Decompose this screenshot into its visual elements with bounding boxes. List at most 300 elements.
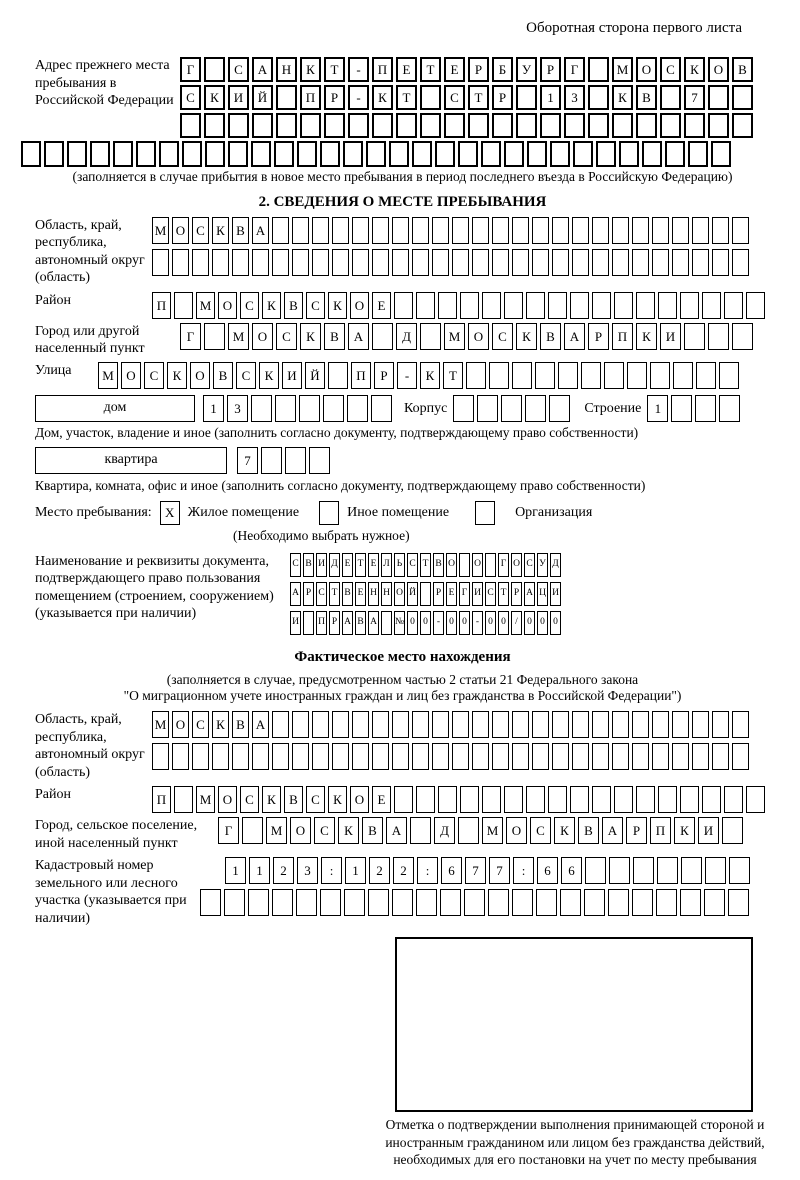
char-cell[interactable] (632, 889, 653, 916)
prev-address-grid-row-3[interactable] (180, 113, 753, 138)
char-cell[interactable] (540, 113, 561, 138)
char-cell[interactable]: Ь (394, 553, 405, 577)
char-cell[interactable] (612, 711, 629, 738)
char-cell[interactable]: О (190, 362, 210, 389)
char-cell[interactable]: Г (459, 582, 470, 606)
char-cell[interactable]: Р (626, 817, 647, 844)
char-cell[interactable]: В (342, 582, 353, 606)
char-cell[interactable] (392, 889, 413, 916)
char-cell[interactable] (657, 857, 678, 884)
char-cell[interactable] (252, 743, 269, 770)
char-cell[interactable] (660, 113, 681, 138)
char-cell[interactable]: О (290, 817, 311, 844)
char-cell[interactable] (592, 292, 611, 319)
char-cell[interactable] (656, 889, 677, 916)
char-cell[interactable] (636, 292, 655, 319)
char-cell[interactable]: Г (218, 817, 239, 844)
char-cell[interactable] (352, 743, 369, 770)
char-cell[interactable] (200, 889, 221, 916)
char-cell[interactable] (512, 217, 529, 244)
char-cell[interactable] (692, 711, 709, 738)
char-cell[interactable]: В (324, 323, 345, 350)
char-cell[interactable]: Д (329, 553, 340, 577)
char-cell[interactable] (632, 743, 649, 770)
char-cell[interactable] (672, 217, 689, 244)
char-cell[interactable]: Р (492, 85, 513, 110)
char-cell[interactable] (472, 711, 489, 738)
char-cell[interactable] (343, 141, 363, 167)
prev-address-grid-row-4[interactable] (21, 141, 770, 167)
char-cell[interactable] (468, 113, 489, 138)
char-cell[interactable] (585, 857, 606, 884)
char-cell[interactable]: А (348, 323, 369, 350)
char-cell[interactable]: Р (468, 57, 489, 82)
char-cell[interactable]: С (290, 553, 301, 577)
char-cell[interactable] (323, 395, 344, 422)
char-cell[interactable] (652, 217, 669, 244)
char-cell[interactable] (392, 711, 409, 738)
char-cell[interactable] (581, 362, 601, 389)
char-cell[interactable]: Т (324, 57, 345, 82)
char-cell[interactable] (464, 889, 485, 916)
char-cell[interactable] (412, 141, 432, 167)
char-cell[interactable]: Е (372, 786, 391, 813)
char-cell[interactable] (680, 786, 699, 813)
stroenie-grid[interactable] (647, 395, 740, 422)
char-cell[interactable]: А (386, 817, 407, 844)
char-cell[interactable] (526, 786, 545, 813)
char-cell[interactable] (332, 217, 349, 244)
char-cell[interactable] (261, 447, 282, 474)
char-cell[interactable]: И (228, 85, 249, 110)
char-cell[interactable] (633, 857, 654, 884)
document-grid-row-2[interactable] (290, 582, 561, 606)
char-cell[interactable] (492, 113, 513, 138)
checkbox-inoe[interactable] (319, 501, 339, 525)
char-cell[interactable]: Б (492, 57, 513, 82)
korpus-grid[interactable] (453, 395, 570, 422)
char-cell[interactable] (172, 743, 189, 770)
char-cell[interactable]: М (196, 292, 215, 319)
char-cell[interactable] (572, 217, 589, 244)
char-cell[interactable]: О (394, 582, 405, 606)
char-cell[interactable]: И (472, 582, 483, 606)
char-cell[interactable] (681, 857, 702, 884)
char-cell[interactable]: О (350, 786, 369, 813)
char-cell[interactable]: Р (374, 362, 394, 389)
char-cell[interactable]: Е (342, 553, 353, 577)
char-cell[interactable] (432, 711, 449, 738)
char-cell[interactable] (394, 292, 413, 319)
char-cell[interactable]: - (348, 85, 369, 110)
char-cell[interactable]: К (612, 85, 633, 110)
char-cell[interactable]: Т (396, 85, 417, 110)
char-cell[interactable] (228, 113, 249, 138)
char-cell[interactable] (492, 743, 509, 770)
char-cell[interactable] (504, 292, 523, 319)
char-cell[interactable]: - (472, 611, 483, 635)
char-cell[interactable]: К (420, 362, 440, 389)
char-cell[interactable]: А (252, 57, 273, 82)
char-cell[interactable] (552, 249, 569, 276)
char-cell[interactable] (532, 217, 549, 244)
char-cell[interactable] (732, 743, 749, 770)
char-cell[interactable] (552, 711, 569, 738)
kvartira-grid[interactable] (237, 447, 330, 474)
document-grid-row-1[interactable] (290, 553, 561, 577)
char-cell[interactable] (438, 786, 457, 813)
char-cell[interactable]: М (444, 323, 465, 350)
char-cell[interactable] (420, 113, 441, 138)
char-cell[interactable] (732, 85, 753, 110)
char-cell[interactable] (205, 141, 225, 167)
char-cell[interactable] (296, 889, 317, 916)
char-cell[interactable]: О (350, 292, 369, 319)
char-cell[interactable] (372, 217, 389, 244)
char-cell[interactable]: И (290, 611, 301, 635)
char-cell[interactable]: О (218, 292, 237, 319)
char-cell[interactable] (232, 743, 249, 770)
char-cell[interactable]: К (262, 292, 281, 319)
char-cell[interactable] (711, 141, 731, 167)
char-cell[interactable] (604, 362, 624, 389)
char-cell[interactable] (252, 249, 269, 276)
char-cell[interactable] (572, 743, 589, 770)
char-cell[interactable] (332, 743, 349, 770)
char-cell[interactable]: Е (396, 57, 417, 82)
checkbox-organizatsiya[interactable] (475, 501, 495, 525)
char-cell[interactable] (458, 141, 478, 167)
char-cell[interactable]: Р (540, 57, 561, 82)
char-cell[interactable] (632, 217, 649, 244)
char-cell[interactable] (204, 57, 225, 82)
char-cell[interactable] (300, 113, 321, 138)
char-cell[interactable]: К (167, 362, 187, 389)
char-cell[interactable] (192, 743, 209, 770)
char-cell[interactable] (324, 113, 345, 138)
char-cell[interactable]: М (98, 362, 118, 389)
char-cell[interactable] (560, 889, 581, 916)
char-cell[interactable] (452, 217, 469, 244)
char-cell[interactable]: 1 (540, 85, 561, 110)
char-cell[interactable] (352, 217, 369, 244)
char-cell[interactable]: О (708, 57, 729, 82)
char-cell[interactable] (573, 141, 593, 167)
char-cell[interactable] (272, 217, 289, 244)
char-cell[interactable]: : (513, 857, 534, 884)
char-cell[interactable] (192, 249, 209, 276)
char-cell[interactable]: С (407, 553, 418, 577)
char-cell[interactable]: В (732, 57, 753, 82)
char-cell[interactable] (459, 553, 470, 577)
char-cell[interactable] (159, 141, 179, 167)
char-cell[interactable] (348, 113, 369, 138)
char-cell[interactable] (242, 817, 263, 844)
char-cell[interactable]: Р (588, 323, 609, 350)
char-cell[interactable]: Е (444, 57, 465, 82)
char-cell[interactable]: П (351, 362, 371, 389)
char-cell[interactable]: К (328, 786, 347, 813)
char-cell[interactable] (453, 395, 474, 422)
char-cell[interactable] (272, 711, 289, 738)
char-cell[interactable] (389, 141, 409, 167)
char-cell[interactable]: А (524, 582, 535, 606)
char-cell[interactable] (21, 141, 41, 167)
char-cell[interactable]: 3 (227, 395, 248, 422)
char-cell[interactable] (172, 249, 189, 276)
char-cell[interactable] (292, 249, 309, 276)
char-cell[interactable] (285, 447, 306, 474)
char-cell[interactable] (274, 141, 294, 167)
char-cell[interactable]: - (433, 611, 444, 635)
char-cell[interactable] (708, 323, 729, 350)
char-cell[interactable] (452, 249, 469, 276)
char-cell[interactable] (452, 743, 469, 770)
char-cell[interactable] (712, 217, 729, 244)
char-cell[interactable] (612, 249, 629, 276)
char-cell[interactable]: : (321, 857, 342, 884)
char-cell[interactable]: Н (381, 582, 392, 606)
char-cell[interactable]: / (511, 611, 522, 635)
char-cell[interactable] (612, 113, 633, 138)
char-cell[interactable]: Й (407, 582, 418, 606)
char-cell[interactable] (572, 249, 589, 276)
char-cell[interactable] (174, 786, 193, 813)
char-cell[interactable] (90, 141, 110, 167)
char-cell[interactable]: В (578, 817, 599, 844)
char-cell[interactable]: - (397, 362, 417, 389)
char-cell[interactable] (416, 786, 435, 813)
char-cell[interactable]: В (284, 292, 303, 319)
char-cell[interactable] (636, 113, 657, 138)
char-cell[interactable] (658, 786, 677, 813)
char-cell[interactable]: М (228, 323, 249, 350)
char-cell[interactable] (532, 711, 549, 738)
char-cell[interactable]: С (530, 817, 551, 844)
char-cell[interactable]: К (262, 786, 281, 813)
char-cell[interactable]: - (348, 57, 369, 82)
char-cell[interactable]: 7 (465, 857, 486, 884)
char-cell[interactable] (332, 249, 349, 276)
char-cell[interactable] (692, 217, 709, 244)
char-cell[interactable]: П (300, 85, 321, 110)
char-cell[interactable]: 0 (446, 611, 457, 635)
char-cell[interactable] (504, 141, 524, 167)
char-cell[interactable] (312, 217, 329, 244)
char-cell[interactable] (612, 217, 629, 244)
char-cell[interactable] (608, 889, 629, 916)
char-cell[interactable] (248, 889, 269, 916)
char-cell[interactable] (392, 249, 409, 276)
char-cell[interactable]: П (612, 323, 633, 350)
char-cell[interactable] (732, 249, 749, 276)
char-cell[interactable] (660, 85, 681, 110)
char-cell[interactable]: А (564, 323, 585, 350)
char-cell[interactable] (482, 292, 501, 319)
char-cell[interactable] (592, 711, 609, 738)
char-cell[interactable]: 7 (489, 857, 510, 884)
char-cell[interactable] (673, 362, 693, 389)
char-cell[interactable]: У (537, 553, 548, 577)
char-cell[interactable]: : (417, 857, 438, 884)
char-cell[interactable] (204, 323, 225, 350)
char-cell[interactable] (642, 141, 662, 167)
char-cell[interactable] (420, 85, 441, 110)
char-cell[interactable] (724, 292, 743, 319)
char-cell[interactable]: 0 (485, 611, 496, 635)
char-cell[interactable] (251, 395, 272, 422)
char-cell[interactable] (440, 889, 461, 916)
char-cell[interactable]: Р (303, 582, 314, 606)
char-cell[interactable]: П (372, 57, 393, 82)
char-cell[interactable] (352, 249, 369, 276)
char-cell[interactable] (174, 292, 193, 319)
char-cell[interactable] (732, 323, 753, 350)
char-cell[interactable]: А (342, 611, 353, 635)
char-cell[interactable] (44, 141, 64, 167)
char-cell[interactable]: В (540, 323, 561, 350)
char-cell[interactable] (232, 249, 249, 276)
char-cell[interactable] (552, 217, 569, 244)
char-cell[interactable]: Е (446, 582, 457, 606)
factual-gorod-grid[interactable] (218, 817, 743, 844)
char-cell[interactable]: И (550, 582, 561, 606)
char-cell[interactable]: 0 (524, 611, 535, 635)
char-cell[interactable]: Д (434, 817, 455, 844)
char-cell[interactable] (501, 395, 522, 422)
checkbox-zhiloe[interactable]: X (160, 501, 180, 525)
char-cell[interactable]: К (372, 85, 393, 110)
char-cell[interactable] (552, 743, 569, 770)
char-cell[interactable]: 2 (393, 857, 414, 884)
char-cell[interactable] (558, 362, 578, 389)
char-cell[interactable]: Д (396, 323, 417, 350)
char-cell[interactable]: Т (443, 362, 463, 389)
char-cell[interactable]: 6 (537, 857, 558, 884)
char-cell[interactable] (548, 786, 567, 813)
char-cell[interactable] (712, 743, 729, 770)
char-cell[interactable] (312, 711, 329, 738)
char-cell[interactable]: 0 (420, 611, 431, 635)
char-cell[interactable]: М (152, 711, 169, 738)
char-cell[interactable] (228, 141, 248, 167)
char-cell[interactable] (392, 743, 409, 770)
char-cell[interactable]: С (316, 582, 327, 606)
char-cell[interactable]: С (306, 292, 325, 319)
char-cell[interactable]: О (172, 217, 189, 244)
char-cell[interactable]: 0 (537, 611, 548, 635)
char-cell[interactable] (420, 323, 441, 350)
char-cell[interactable] (297, 141, 317, 167)
char-cell[interactable] (136, 141, 156, 167)
char-cell[interactable] (251, 141, 271, 167)
char-cell[interactable]: Н (368, 582, 379, 606)
char-cell[interactable]: И (282, 362, 302, 389)
char-cell[interactable]: М (612, 57, 633, 82)
char-cell[interactable] (396, 113, 417, 138)
char-cell[interactable] (432, 743, 449, 770)
char-cell[interactable]: У (516, 57, 537, 82)
char-cell[interactable]: 0 (407, 611, 418, 635)
char-cell[interactable] (632, 711, 649, 738)
char-cell[interactable]: 0 (550, 611, 561, 635)
char-cell[interactable] (536, 889, 557, 916)
char-cell[interactable]: С (524, 553, 535, 577)
char-cell[interactable]: 3 (297, 857, 318, 884)
char-cell[interactable] (344, 889, 365, 916)
char-cell[interactable] (372, 249, 389, 276)
char-cell[interactable] (492, 249, 509, 276)
char-cell[interactable] (512, 249, 529, 276)
char-cell[interactable] (512, 711, 529, 738)
char-cell[interactable] (381, 611, 392, 635)
char-cell[interactable] (672, 249, 689, 276)
char-cell[interactable] (152, 743, 169, 770)
char-cell[interactable]: О (636, 57, 657, 82)
char-cell[interactable]: В (433, 553, 444, 577)
char-cell[interactable]: П (650, 817, 671, 844)
char-cell[interactable] (722, 817, 743, 844)
char-cell[interactable] (466, 362, 486, 389)
char-cell[interactable] (592, 743, 609, 770)
char-cell[interactable]: О (472, 553, 483, 577)
char-cell[interactable] (724, 786, 743, 813)
char-cell[interactable] (512, 743, 529, 770)
char-cell[interactable] (535, 362, 555, 389)
char-cell[interactable]: 3 (564, 85, 585, 110)
char-cell[interactable] (632, 249, 649, 276)
char-cell[interactable] (492, 711, 509, 738)
char-cell[interactable] (320, 141, 340, 167)
raion-grid[interactable] (152, 292, 765, 319)
oblast-grid-row-2[interactable] (152, 249, 749, 276)
char-cell[interactable] (570, 786, 589, 813)
char-cell[interactable] (460, 292, 479, 319)
char-cell[interactable] (460, 786, 479, 813)
char-cell[interactable]: О (511, 553, 522, 577)
char-cell[interactable] (712, 711, 729, 738)
char-cell[interactable] (276, 113, 297, 138)
char-cell[interactable] (412, 711, 429, 738)
char-cell[interactable]: К (328, 292, 347, 319)
prev-address-grid-row-1[interactable] (180, 57, 753, 82)
char-cell[interactable] (477, 395, 498, 422)
char-cell[interactable] (372, 323, 393, 350)
char-cell[interactable]: Т (329, 582, 340, 606)
char-cell[interactable]: 6 (441, 857, 462, 884)
char-cell[interactable]: И (316, 553, 327, 577)
char-cell[interactable] (672, 711, 689, 738)
char-cell[interactable] (627, 362, 647, 389)
char-cell[interactable] (719, 395, 740, 422)
char-cell[interactable] (504, 786, 523, 813)
char-cell[interactable]: Д (550, 553, 561, 577)
char-cell[interactable]: О (218, 786, 237, 813)
char-cell[interactable] (614, 292, 633, 319)
char-cell[interactable]: М (152, 217, 169, 244)
char-cell[interactable] (532, 743, 549, 770)
char-cell[interactable] (485, 553, 496, 577)
char-cell[interactable] (680, 292, 699, 319)
char-cell[interactable] (550, 141, 570, 167)
prev-address-grid-row-2[interactable] (180, 85, 753, 110)
char-cell[interactable] (680, 889, 701, 916)
char-cell[interactable] (438, 292, 457, 319)
char-cell[interactable] (312, 249, 329, 276)
oblast-grid-row-1[interactable] (152, 217, 749, 244)
char-cell[interactable]: К (684, 57, 705, 82)
char-cell[interactable] (684, 113, 705, 138)
